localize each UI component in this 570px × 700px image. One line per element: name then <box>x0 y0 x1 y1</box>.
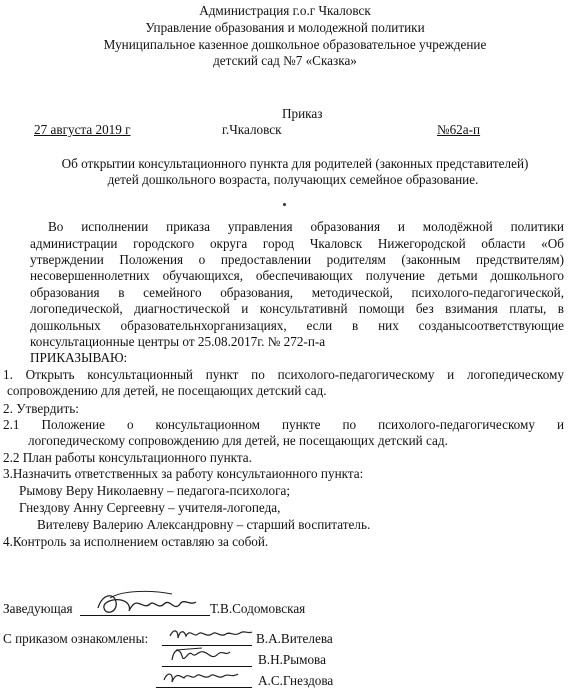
order-subject-line-2: детей дошкольного возраста, получающих семейное образование. <box>107 172 479 187</box>
head-name: Т.В.Содомовская <box>210 601 306 616</box>
header-line-4: детский сад №7 «Сказка» <box>213 53 357 68</box>
preamble-line-8: консультационные центры от 25.08.2017г. № 272-п-а <box>30 334 326 349</box>
header-line-3: Муниципальное казенное дошкольное образовательное учреждение <box>103 37 487 52</box>
order-title: Приказ <box>282 106 323 121</box>
item-2: 2. Утвердить: <box>3 401 79 416</box>
item-1-line-2: сопровождению для детей, не посещающих детский сад. <box>7 383 327 398</box>
head-label: Заведующая <box>3 601 73 616</box>
item-2-1-line-2: логопедическому сопровождению для детей, не посещающих детский сад. <box>28 433 448 448</box>
person-1: Рымову Веру Николаевну – педагога-психолога; <box>19 483 291 498</box>
preamble-line-3: утверждении Положения о предоставлении родителям (законным предствителям) <box>30 252 564 267</box>
ack-name-1: В.А.Вителева <box>256 631 333 646</box>
ack-signature-3 <box>162 664 252 690</box>
person-2: Гнездову Анну Сергеевну – учителя-логопеда, <box>19 500 281 515</box>
order-subject-line-1: Об открытии консультационного пункта для родителей (законных представителей) <box>61 156 529 171</box>
ack-name-3: А.С.Гнездова <box>258 673 334 688</box>
item-1-line-1: 1. Открыть консультационный пункт по психолого-педагогическому и логопедическому <box>3 367 564 382</box>
item-3: 3.Назначить ответственных за работу консультаионного пункта: <box>3 466 364 481</box>
preamble-line-6: логопедической, диагностической и консультативнй помощи без взимания платы, в <box>30 301 564 316</box>
head-signature <box>92 588 207 620</box>
order-date: 27 августа 2019 г <box>34 122 131 137</box>
header-line-2: Управление образования и молодежной политики <box>145 20 425 35</box>
item-2-1-line-1: 2.1 Положение о консультационном пункте по психолого-педагогическому и <box>3 417 564 432</box>
item-2-2: 2.2 План работы консультационного пункта. <box>3 450 252 465</box>
order-word: ПРИКАЗЫВАЮ: <box>30 350 128 365</box>
order-city: г.Чкаловск <box>222 122 282 137</box>
preamble-line-2: администрации городского округа город Чкаловск Нижегородской области «Об <box>30 236 564 251</box>
ack-label: С приказом ознакомлены: <box>3 631 149 646</box>
person-3: Вителеву Валерию Александровну – старший воспитатель. <box>37 517 371 532</box>
item-4: 4.Контроль за исполнением оставляю за собой. <box>3 534 269 549</box>
preamble-line-1: Во исполнении приказа управления образования и молодёжной политики <box>48 219 564 234</box>
dot-mark <box>283 203 286 206</box>
ack-name-2: В.Н.Рымова <box>258 652 326 667</box>
order-number: №62а-п <box>437 122 481 137</box>
preamble-line-7: дошкольных образовательнхорганизациях, если в них созданысоответствующие <box>30 318 564 333</box>
header-line-1: Администрация г.о.г Чкаловск <box>199 3 371 18</box>
preamble-line-5: образования в семейного образования, методической, психолого-педагогической, <box>30 285 564 300</box>
preamble-line-4: несовершеннолетних обучающихся, обеспечивающих получение детьми дошкольного <box>30 268 564 283</box>
